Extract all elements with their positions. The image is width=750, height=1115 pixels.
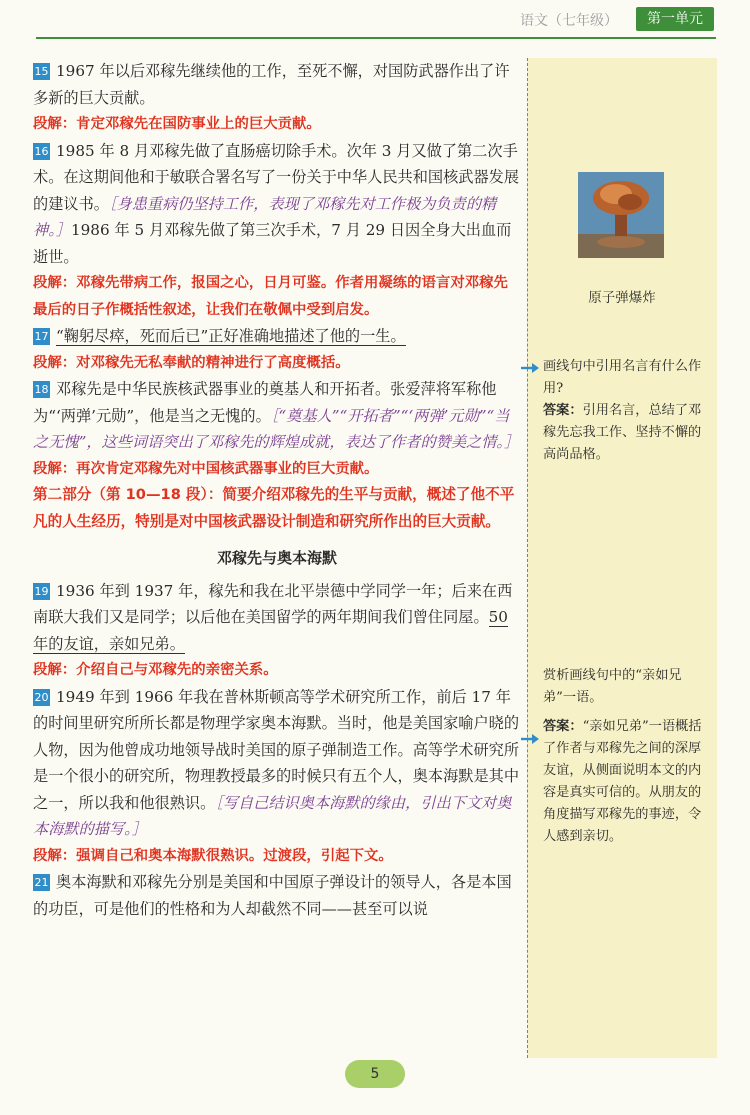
section-heading: 邓稼先与奥本海默 [216,549,337,567]
sidebar-divider [527,58,528,1058]
unit-badge: 第一单元 [636,7,714,31]
duanjie-20: 段解：强调自己和奥本海默很熟识。过渡段，引起下文。 [33,847,393,864]
duanjie-16: 段解：邓稼先带病工作，报国之心，日月可鉴。作者用凝练的语言对邓稼先最后的日子作概括性叙述，让我们在敬佩中受到启发。 [33,275,508,318]
page-number: 5 [345,1060,405,1088]
sidebar-answer-2: 答案：“亲如兄弟”一语概括了作者与邓稼先之间的深厚友谊，从侧面说明本文的内容是真实可信的。从朋友的角度描写邓稼先的事迹，令人感到亲切。 [543,719,702,844]
paragraph-16: 16 1985 年 8 月邓稼先做了直肠癌切除手术。次年 3 月又做了第二次手术。在这期间他和于敏联合署名写了一份关于中华人民共和国核武器发展的建议书。［身患重病仍坚持工作，表现了邓稼先对工作极为负责的精神。］1986 年 5 月邓稼先做了第三次手术，7 月 29 日因全身大出血而逝世。 [33,141,519,266]
duanjie-17: 段解：对邓稼先无私奉献的精神进行了高度概括。 [33,354,350,371]
paragraph-15: 15 1967 年以后邓稼先继续他的工作，至死不懈，对国防武器作出了许多新的巨大贡献。 [33,62,510,107]
arrow-right-icon [520,362,540,374]
paragraph-17: 17 “鞠躬尽瘁，死而后已”正好准确地描述了他的一生。 [34,327,406,345]
sidebar-question-1: 画线句中引用名言有什么作用? 答案：引用名言，总结了邓稼先忘我工作、坚持不懈的高尚品格。 [543,356,709,466]
sidebar-question-2: 赏析画线句中的“亲如兄弟”一语。 [543,668,682,705]
paragraph-21: 21 奥本海默和邓稼先分别是美国和中国原子弹设计的领导人，各是本国的功臣，可是他们的性格和为人却截然不同——甚至可以说 [33,873,512,918]
paragraph-20: 20 1949 年到 1966 年我在普林斯顿高等学术研究所工作，前后 17 年的时间里研究所所长都是物理学家奥本海默。当时，他是美国家喻户晓的人物，因为他曾成功地领导战时美国的原子弹制造工作。高等学术研究所是一个很小的研究所，物理教授最多的时候只有五个人，奥本海默是其中之一，所以我和他很熟识。［写自己结识奥本海默的缘由，引出下文对奥本海默的描写。］ [33,687,519,838]
sidebar-answer-1: 答案：引用名言，总结了邓稼先忘我工作、坚持不懈的高尚品格。 [543,403,702,462]
subject-label: 语文（七年级） [520,13,618,29]
arrow-right-icon [520,733,540,745]
duanjie-19: 段解：介绍自己与邓稼先的亲密关系。 [33,662,278,678]
header-rule [36,37,716,39]
atomic-bomb-photo [578,172,664,258]
duanjie-18: 段解：再次肯定邓稼先对中国核武器事业的巨大贡献。 [33,460,379,477]
page-header [0,0,750,38]
photo-caption: 原子弹爆炸 [588,290,656,306]
paragraph-19: 19 1936 年到 1937 年，稼先和我在北平崇德中学同学一年；后来在西南联大我们又是同学；以后他在美国留学的两年期间我们曾住同屋。50 年的友谊，亲如兄弟。 [33,581,513,653]
part-summary: 第二部分（第 10—18 段）：简要介绍邓稼先的生平与贡献，概述了他不平凡的人生经历，特别是对中国核武器设计制造和研究所作出的巨大贡献。 [33,486,515,530]
main-text [33,58,521,922]
paragraph-18: 18 邓稼先是中华民族核武器事业的奠基人和开拓者。张爱萍将军称他为“‘两弹’元勋”，他是当之无愧的。［“奠基人”“开拓者”“‘两弹’元勋”“当之无愧”，这些词语突出了邓稼先的辉煌成就，表达了作者的赞美之情。］ [33,380,520,451]
duanjie-15: 段解：肯定邓稼先在国防事业上的巨大贡献。 [33,116,321,132]
